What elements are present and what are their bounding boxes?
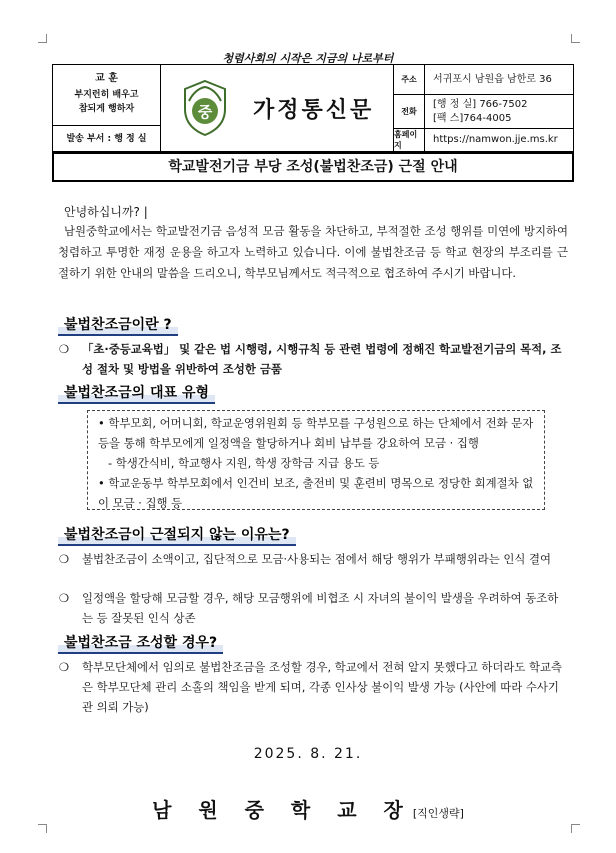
greeting-text: 안녕하십니까? [64, 205, 140, 219]
homepage-row [393, 129, 573, 151]
circle-bullet-icon: ❍ [58, 342, 70, 356]
intro-paragraph: 남원중학교에서는 학교발전기금 음성적 모금 활동을 차단하고, 부적절한 조성 행위를 미연에 방지하여 청렴하고 투명한 재정 운용을 하고자 노력하고 있습니다. 이에 불법찬조금 등 학교 현장의 부조리를 근절하기 위한 안내의 말씀을 드리오니, 학부모님께서도 적극적으로 협조하여 주시기 바랍니다. [58, 224, 568, 280]
list-item [58, 549, 568, 569]
page-corner-mark [38, 34, 47, 43]
school-logo-icon [181, 79, 229, 141]
motto-line: 참되게 행하자 [78, 104, 135, 114]
divider [53, 125, 160, 126]
seal-omitted-note: [직인생략] [412, 807, 464, 820]
logo-glyph: 중 [197, 103, 213, 121]
publisher: 발송 부서 : 행 정 실 [66, 134, 147, 144]
principal-title: 남 원 중 학 교 장 [152, 798, 413, 822]
page-corner-mark [571, 34, 580, 43]
circle-bullet-icon: ❍ [58, 660, 70, 674]
list-item [58, 657, 568, 717]
section-title-reasons: 불법찬조금이 근절되지 않는 이유는? [58, 524, 296, 546]
list-item [58, 339, 568, 379]
issue-date: 2025. 8. 21. [253, 746, 363, 762]
section-title-definition: 불법찬조금이란 ? [58, 314, 178, 336]
page-corner-mark [571, 824, 580, 833]
list-sub-item: - 학생간식비, 학교행사 지원, 학생 장학금 지급 용도 등 [108, 456, 380, 470]
motto-line: 부지런히 배우고 [74, 90, 139, 100]
signature [0, 794, 616, 823]
type-item-text: 학교운동부 학부모회에서 인건비 보조, 출전비 및 훈련비 명목으로 정당한 회계절차 없이 모금 · 집행 등 [98, 476, 534, 510]
type-item-text: 학부모회, 어머니회, 학교운영위원회 등 학부모를 구성원으로 하는 단체에서 전화 문자 등을 통해 학부모에게 일정액을 할당하거나 회비 납부를 강요하여 모금 · 집행 [98, 416, 534, 450]
section-title-types: 불법찬조금의 대표 유형 [58, 382, 215, 404]
section-title-consequences: 불법찬조금 조성할 경우? [58, 632, 223, 654]
phone-label: 전화 [393, 95, 425, 128]
slogan: 청렴사회의 시작은 지금의 나로부터 [222, 52, 394, 65]
text-cursor: | [143, 205, 148, 219]
homepage-label: 홈페이지 [393, 129, 425, 151]
list-item [58, 588, 568, 628]
notice-headline: 학교발전기금 부당 조성(불법찬조금) 근절 안내 [52, 152, 574, 182]
types-box [87, 410, 545, 510]
consequence-text: 학부모단체에서 임의로 불법찬조금을 조성할 경우, 학교에서 전혀 알지 못했다고 하더라도 학교측은 학부모단체 관리 소홀의 책임을 받게 되며, 각종 인사상 불이익 발생 가능 (사안에 따라 수사기관 의뢰 가능) [82, 660, 562, 714]
motto-title: 교 훈 [95, 73, 118, 84]
paper-title: 가정통신문 [253, 97, 375, 123]
reason-text: 불법찬조금이 소액이고, 집단적으로 모금·사용되는 점에서 해당 행위가 부패행위라는 인식 결여 [82, 552, 551, 566]
list-item: • 학부모회, 어머니회, 학교운영위원회 등 학부모를 구성원으로 하는 단체에서 전화 문자 등을 통해 학부모에게 일정액을 할당하거나 회비 납부를 강요하여 모금 · 집행 [98, 416, 534, 450]
address-label: 주소 [393, 65, 425, 94]
circle-bullet-icon: ❍ [58, 552, 70, 566]
phone-row [393, 95, 573, 129]
motto-text [53, 88, 160, 116]
greeting [64, 203, 148, 220]
address-value: 서귀포시 남원읍 남한로 36 [433, 74, 552, 85]
circle-bullet-icon: ❍ [58, 591, 70, 605]
school-motto [53, 65, 161, 153]
school-contact-info [393, 65, 573, 151]
address-row [393, 65, 573, 95]
phone-line: [행 정 실] 766-7502 [433, 99, 528, 110]
page-corner-mark [38, 824, 47, 833]
list-item: • 학교운동부 학부모회에서 인건비 보조, 출전비 및 훈련비 명목으로 정당한 회계절차 없이 모금 · 집행 등 [98, 476, 534, 510]
masthead [52, 64, 574, 152]
reason-text: 일정액을 할당해 모금할 경우, 해당 모금행위에 비협조 시 자녀의 불이익 발생을 우려하여 동조하는 등 잘못된 인식 상존 [82, 591, 559, 625]
homepage-link[interactable]: https://namwon.jje.ms.kr [433, 134, 558, 145]
fax-line: [팩 스]764-4005 [433, 113, 512, 124]
definition-text: 「초·중등교육법」 및 같은 법 시행령, 시행규칙 등 관련 법령에 정해진 학교발전기금의 목적, 조성 절차 및 방법을 위반하여 조성한 금품 [82, 342, 562, 376]
phone-value [433, 98, 573, 126]
